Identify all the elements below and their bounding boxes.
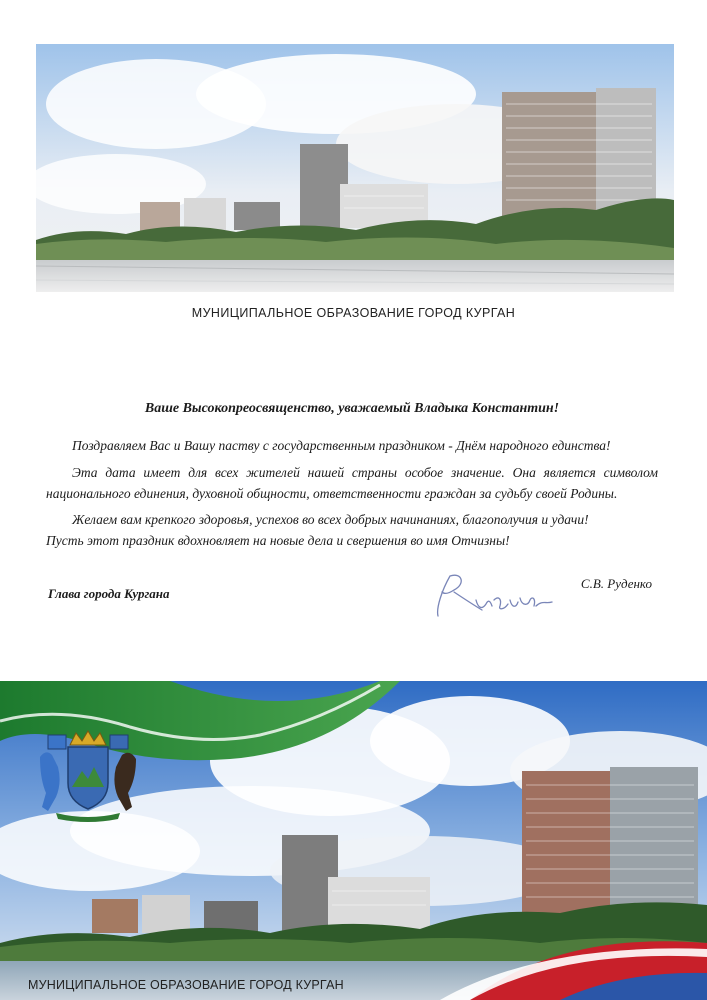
signature-block [46, 570, 658, 630]
paragraph-1: Поздравляем Вас и Вашу паству с государственным праздником - Днём народного единства! [72, 437, 611, 453]
header-org-title: МУНИЦИПАЛЬНОЕ ОБРАЗОВАНИЕ ГОРОД КУРГАН [191, 306, 516, 320]
paragraph-2: Эта дата имеет для всех жителей нашей страны особое значение. Она является символом национального единения, духовной общности, ответственности граждан за судьбу своей Родины. [46, 464, 658, 501]
paragraph-4: Пусть этот праздник вдохновляет на новые дела и свершения во имя Отчизны! [46, 533, 510, 549]
footer-org-title: МУНИЦИПАЛЬНОЕ ОБРАЗОВАНИЕ ГОРОД КУРГАН [28, 978, 344, 992]
city-panorama-photo [36, 44, 674, 292]
letter-body [46, 398, 658, 558]
signatory-position: Глава города Кургана [48, 586, 170, 601]
paragraph-3: Желаем вам крепкого здоровья, успехов во всех добрых начинаниях, благополучия и удачи! [72, 512, 589, 528]
signatory-name: С.В. Руденко [580, 576, 652, 591]
salutation: Ваше Высокопреосвященство, уважаемый Владыка Константин! [144, 401, 560, 416]
handwritten-signature [432, 570, 562, 630]
city-coat-of-arms [32, 727, 144, 823]
